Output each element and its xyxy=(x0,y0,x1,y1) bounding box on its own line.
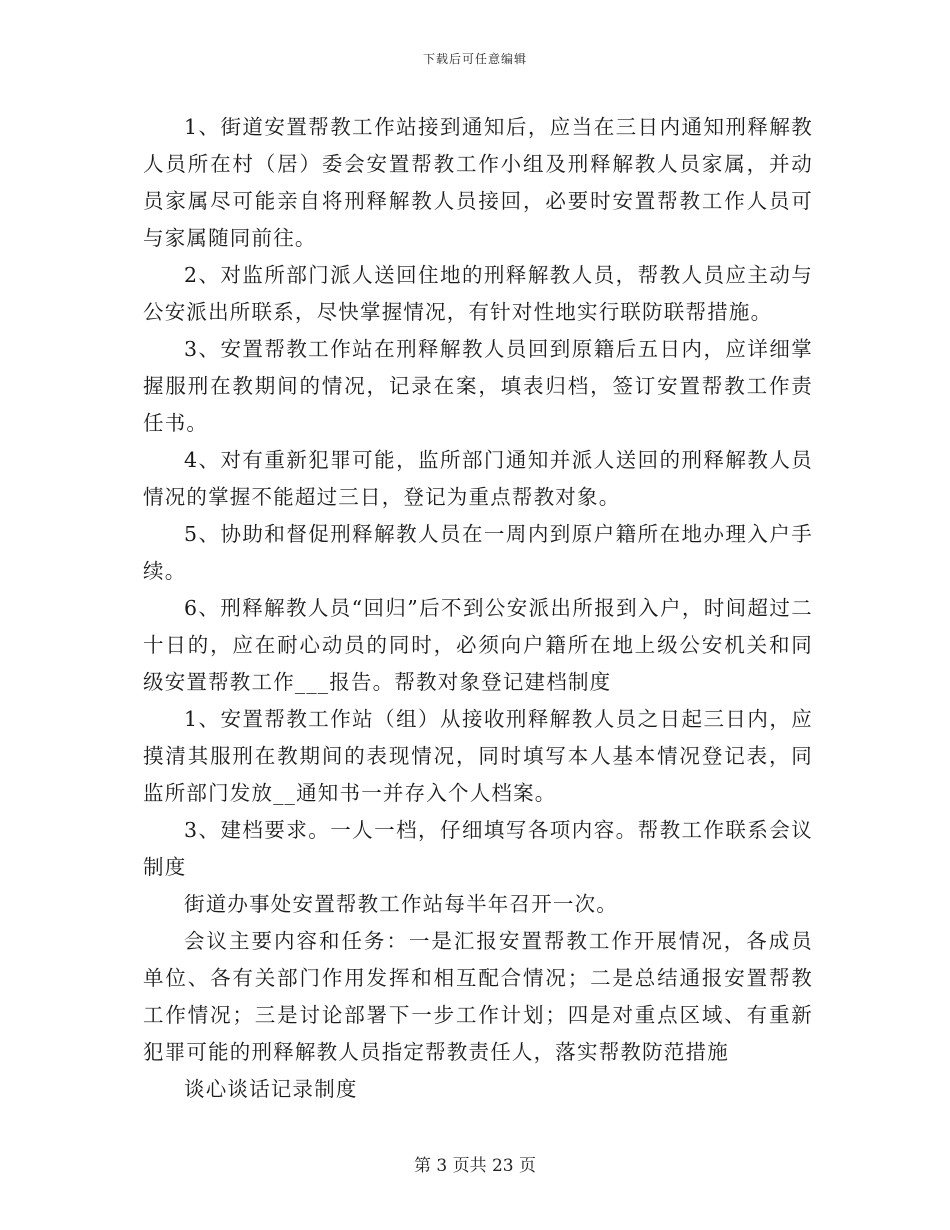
paragraph: 2、对监所部门派人送回住地的刑释解教人员，帮教人员应主动与公安派出所联系，尽快掌握情况，有针对性地实行联防联帮措施。 xyxy=(143,263,813,324)
page-header-note: 下载后可任意编辑 xyxy=(422,52,527,66)
paragraph: 3、建档要求。一人一档，仔细填写各项内容。帮教工作联系会议制度 xyxy=(143,818,813,879)
paragraph: 街道办事处安置帮教工作站每半年召开一次。 xyxy=(184,892,618,916)
page-number-footer: 第 3 页共 23 页 xyxy=(413,1156,537,1176)
paragraph: 6、刑释解教人员“回归”后不到公安派出所报到入户，时间超过二十日的，应在耐心动员的同时，必须向户籍所在地上级公安机关和同级安置帮教工作___报告。帮教对象登记建档制度 xyxy=(143,596,813,694)
paragraph: 会议主要内容和任务：一是汇报安置帮教工作开展情况，各成员单位、各有关部门作用发挥和相互配合情况；二是总结通报安置帮教工作情况；三是讨论部署下一步工作计划；四是对重点区域、有重新犯罪可能的刑释解教人员指定帮教责任人，落实帮教防范措施 xyxy=(143,929,813,1064)
paragraph: 1、安置帮教工作站（组）从接收刑释解教人员之日起三日内，应摸清其服刑在教期间的表现情况，同时填写本人基本情况登记表，同监所部门发放__通知书一并存入个人档案。 xyxy=(143,707,813,805)
document-body xyxy=(143,109,813,1108)
paragraph: 1、街道安置帮教工作站接到通知后，应当在三日内通知刑释解教人员所在村（居）委会安置帮教工作小组及刑释解教人员家属，并动员家属尽可能亲自将刑释解教人员接回，必要时安置帮教工作人员可与家属随同前往。 xyxy=(143,115,813,250)
paragraph: 4、对有重新犯罪可能，监所部门通知并派人送回的刑释解教人员情况的掌握不能超过三日，登记为重点帮教对象。 xyxy=(143,448,813,509)
paragraph: 谈心谈话记录制度 xyxy=(184,1077,358,1101)
paragraph: 3、安置帮教工作站在刑释解教人员回到原籍后五日内，应详细掌握服刑在教期间的情况，记录在案，填表归档，签订安置帮教工作责任书。 xyxy=(143,337,813,435)
paragraph: 5、协助和督促刑释解教人员在一周内到原户籍所在地办理入户手续。 xyxy=(143,522,813,583)
